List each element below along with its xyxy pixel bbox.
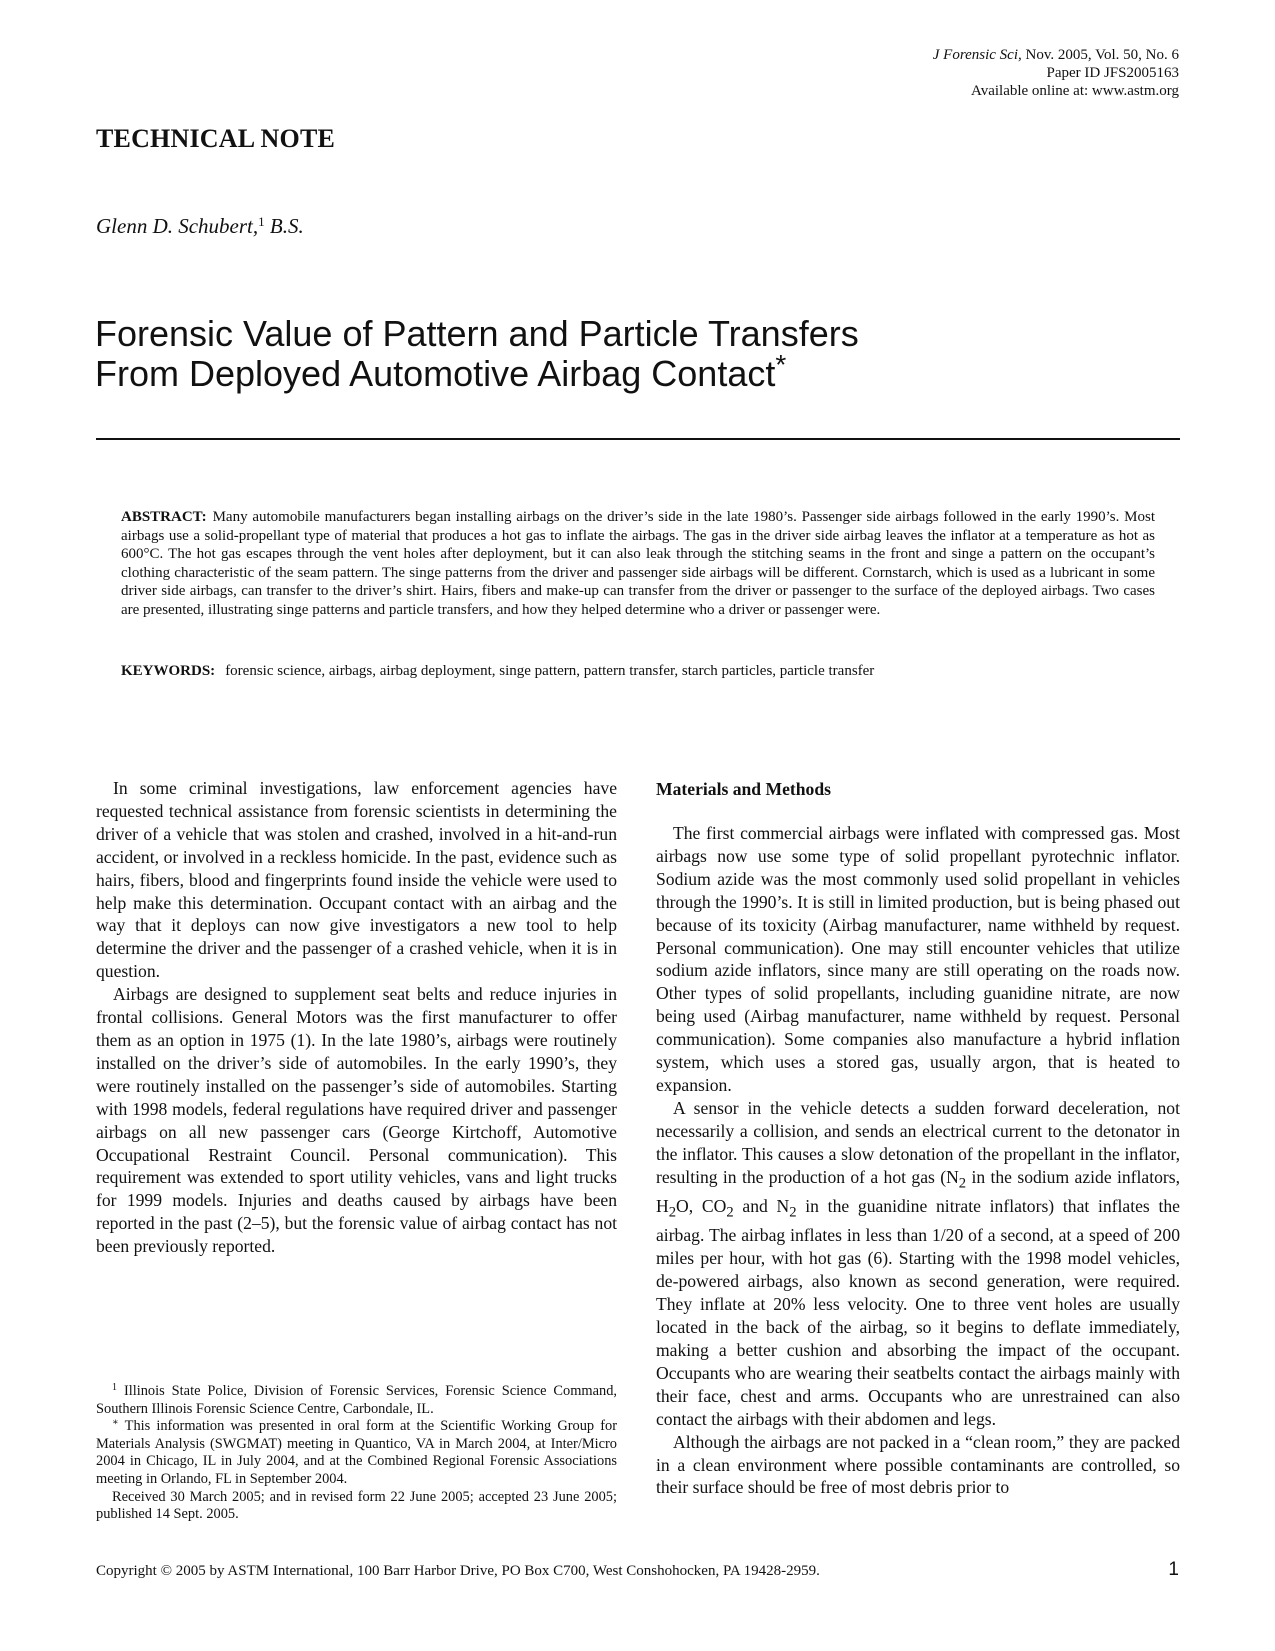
- subscript-h2o: 2: [668, 1204, 677, 1221]
- journal-name: J Forensic Sci,: [932, 47, 1022, 63]
- methods-p2-part-d: and N: [733, 1196, 790, 1217]
- author-degree: B.S.: [264, 214, 304, 238]
- title-footnote-mark: *: [775, 349, 787, 381]
- footnotes: [96, 1383, 617, 1524]
- subscript-co2: 2: [726, 1204, 734, 1221]
- abstract: [121, 508, 1155, 619]
- intro-paragraph-2: Airbags are designed to supplement seat belts and reduce injuries in frontal collisions. General Motors was the first manufacturer to offer them as an option in 1975 (1). In the late 1980’s, airbags were routinely installed on the driver’s side of automobiles. In the early 1990’s, they were routinely installed on the passenger’s side of automobiles. Starting with 1998 models, federal regulations have required driver and passenger airbags on all new passenger cars (George Kirtchoff, Automotive Occupational Restraint Council. Personal communication). This requirement was extended to sport utility vehicles, vans and light trucks for 1999 models. Injuries and deaths caused by airbags have been reported in the past (2–5), but the forensic value of airbag contact has not been previously reported.: [96, 984, 617, 1257]
- footnote-2-mark: ∗: [112, 1417, 119, 1429]
- left-column: [96, 777, 617, 1258]
- keywords-text: forensic science, airbags, airbag deployment, singe pattern, pattern transfer, starch particles, particle transfer: [225, 663, 875, 679]
- paper-id: Paper ID JFS2005163: [1046, 65, 1179, 81]
- author-affiliation-mark: 1: [258, 214, 265, 229]
- abstract-text: Many automobile manufacturers began installing airbags on the driver’s side in the late 1980’s. Passenger side airbags followed in the early 1990’s. Most airbags use a solid-propellant type of material that produces a hot gas to inflate the airbags. The gas in the driver side airbag leaves the inflator at a temperature as hot as 600°C. The hot gas escapes through the vent holes after deployment, but it can also leak through the stitching seams in the front and singe a pattern on the occupant’s clothing characteristic of the seam pattern. The singe patterns from the driver and passenger side airbags will be different. Cornstarch, which is used as a lubricant in some driver side airbags, can transfer to the driver’s shirt. Hairs, fibers and make-up can transfer from the driver or passenger to the surface of the deployed airbags. Two cases are presented, illustrating singe patterns and particle transfers, and how they helped determine who a driver or passenger were.: [121, 509, 1155, 618]
- methods-p2-part-c: O, CO: [676, 1196, 727, 1217]
- section-label: TECHNICAL NOTE: [96, 124, 336, 153]
- journal-issue: Nov. 2005, Vol. 50, No. 6: [1021, 47, 1179, 63]
- methods-paragraph-3: Although the airbags are not packed in a “clean room,” they are packed in a clean environment where possible contaminants are controlled, so their surface should be free of most debris prior to: [656, 1431, 1180, 1498]
- title-line-1: Forensic Value of Pattern and Particle Transfers: [95, 313, 859, 355]
- footnote-received: Received 30 March 2005; and in revised form 22 June 2005; accepted 23 June 2005; published 14 Sept. 2005.: [96, 1488, 617, 1523]
- title-line-2: From Deployed Automotive Airbag Contact: [95, 353, 776, 395]
- intro-paragraph-1: In some criminal investigations, law enforcement agencies have requested technical assistance from forensic scientists in determining the driver of a vehicle that was stolen and crashed, involved in a hit-and-run accident, or involved in a reckless homicide. In the past, evidence such as hairs, fibers, blood and fingerprints found inside the vehicle were used to help make this determination. Occupant contact with an airbag and the way that it deploys can now give investigators a new tool to help determine the driver and the passenger of a crashed vehicle, when it is in question.: [96, 778, 617, 982]
- footnote-presentation: [96, 1418, 617, 1488]
- right-column: [656, 778, 1180, 1499]
- materials-methods-heading: Materials and Methods: [656, 779, 831, 799]
- journal-header: [933, 46, 1179, 100]
- author-name: Glenn D. Schubert,: [96, 214, 259, 238]
- footnote-1-text: Illinois State Police, Division of Forensic Services, Forensic Science Command, Southern Illinois Forensic Science Centre, Carbondale, IL.: [96, 1383, 617, 1417]
- methods-p2-part-a: A sensor in the vehicle detects a sudden forward deceleration, not necessarily a collision, and sends an electrical current to the detonator in the inflator. This causes a slow detonation of the propellant in the inflator, resulting in the production of a hot gas (N: [656, 1097, 1180, 1187]
- methods-p2-part-e: in the guanidine nitrate inflators) that inflates the airbag. The airbag inflates in less than 1/20 of a second, at a speed of 200 miles per hour, with hot gas (6). Starting with the 1998 model vehicles, de-powered airbags, also known as second generation, were required. They inflate at 20% less velocity. One to three vent holes are usually located in the back of the airbag, so it begins to deflate immediately, making a better cushion and absorbing the impact of the occupant. Occupants who are wearing their seatbelts contact the airbags mainly with their face, chest and arms. Occupants who are unrestrained can also contact the airbags with their abdomen and legs.: [656, 1196, 1180, 1429]
- methods-paragraph-2: [656, 1097, 1180, 1431]
- title-divider: [96, 438, 1180, 440]
- footnote-affiliation: [96, 1383, 617, 1418]
- copyright-footer: Copyright © 2005 by ASTM International, 100 Barr Harbor Drive, PO Box C700, West Conshohocken, PA 19428-2959.: [96, 1563, 820, 1579]
- methods-paragraph-1: The first commercial airbags were inflated with compressed gas. Most airbags now use some type of solid propellant pyrotechnic inflator. Sodium azide was the most commonly used solid propellant in vehicles through the 1990’s. It is still in limited production, but is being phased out because of its toxicity (Airbag manufacturer, name withheld by request. Personal communication). One may still encounter vehicles that utilize sodium azide inflators, since many are still operating on the roads now. Other types of solid propellants, including guanidine nitrate, are now being used (Airbag manufacturer, name withheld by request. Personal communication). Some companies also manufacture a hybrid inflation system, which uses a stored gas, usually argon, that is heated to expansion.: [656, 823, 1180, 1095]
- author-line: [96, 214, 304, 239]
- page-number: 1: [1168, 1559, 1179, 1580]
- footnote-1-mark: 1: [112, 1382, 117, 1393]
- abstract-label: ABSTRACT:: [121, 509, 207, 525]
- journal-citation: [933, 46, 1179, 64]
- paper-title: [95, 314, 1095, 394]
- online-availability: Available online at: www.astm.org: [970, 83, 1179, 99]
- subscript-n2-a: 2: [958, 1175, 967, 1192]
- footnote-2-text: This information was presented in oral form at the Scientific Working Group for Materials Analysis (SWGMAT) meeting in Quantico, VA in March 2004, at Inter/Micro 2004 in Chicago, IL in July 2004, and at the Combined Regional Forensic Associations meeting in Orlando, FL in September 2004.: [96, 1418, 617, 1487]
- methods-p2-part-b: in the sodium azide inflators, H: [656, 1166, 1181, 1217]
- keywords: [121, 662, 1161, 680]
- keywords-label: KEYWORDS:: [121, 663, 216, 679]
- subscript-n2-b: 2: [789, 1204, 797, 1221]
